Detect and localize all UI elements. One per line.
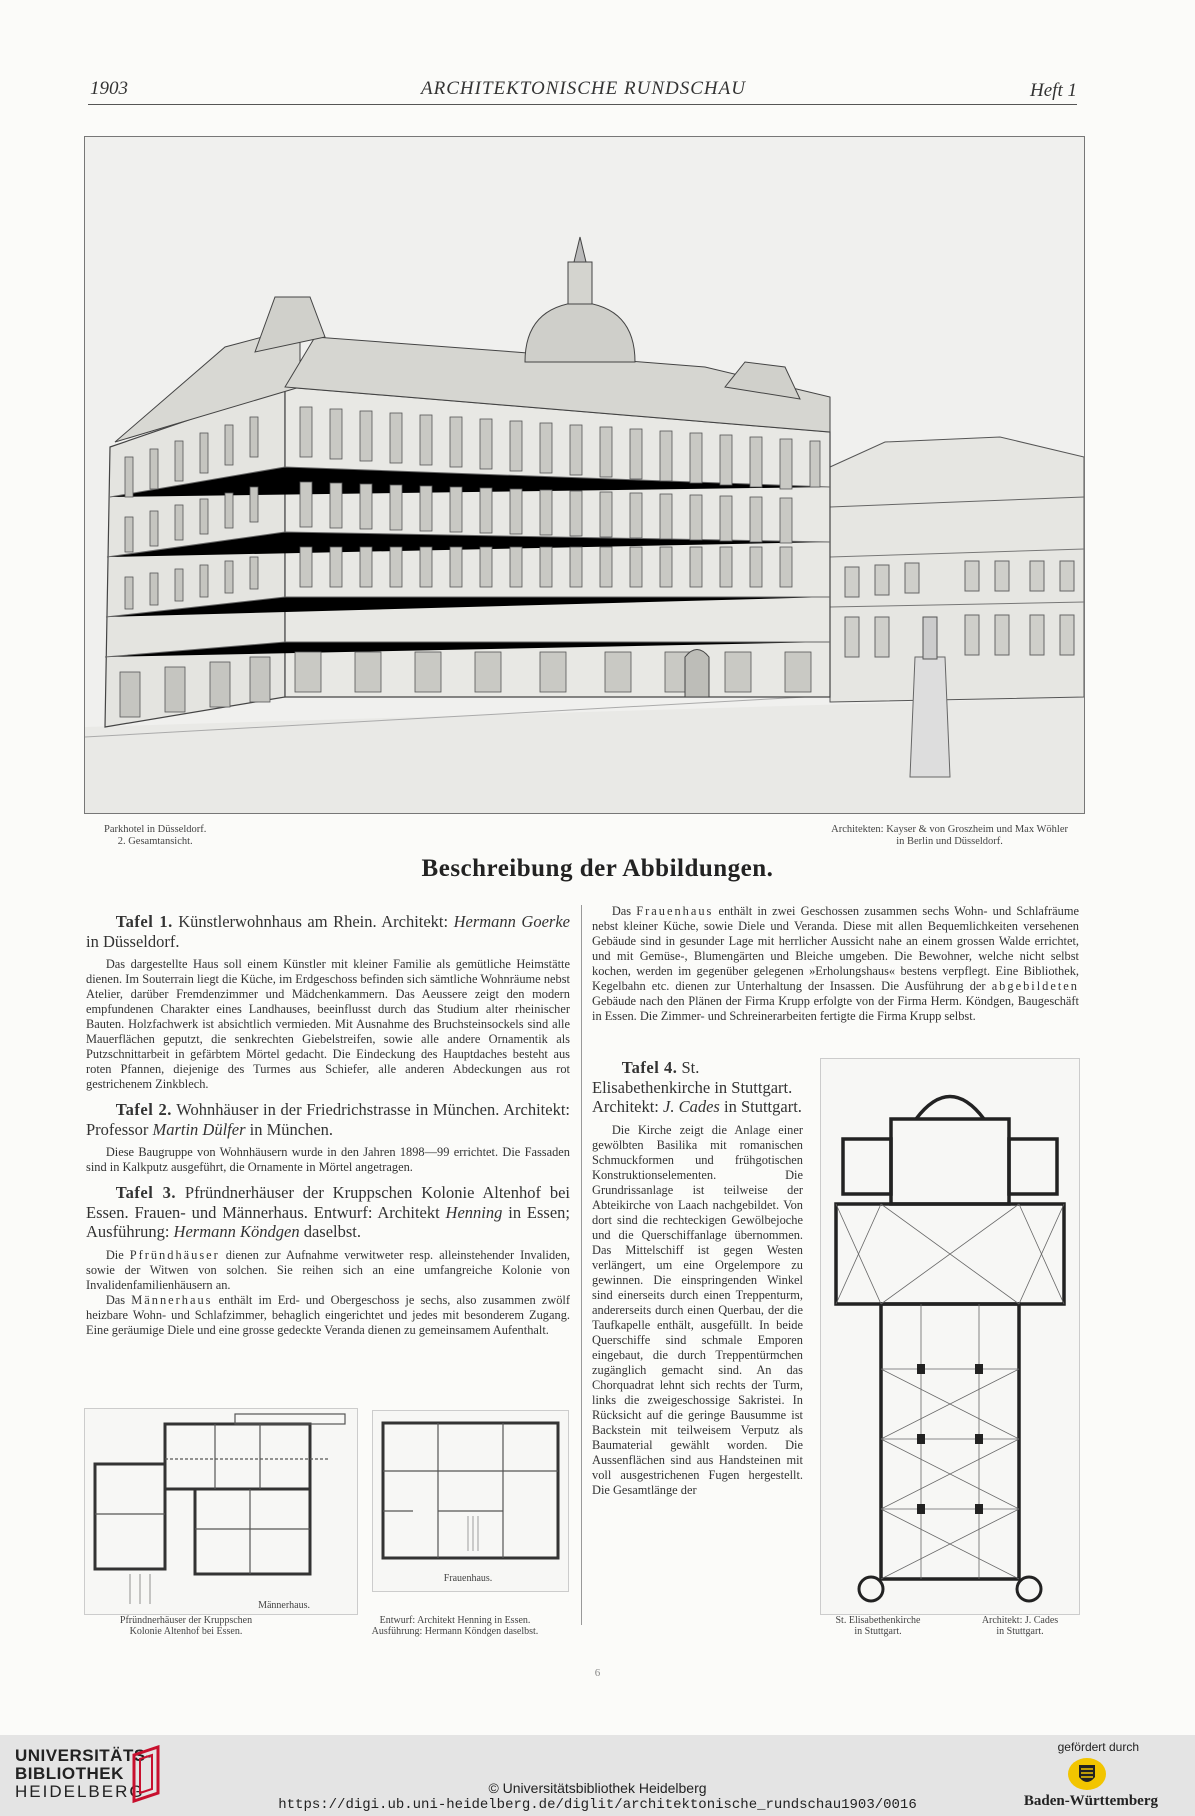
- maennerhaus-label: Männerhaus.: [258, 1600, 310, 1611]
- hero-caption-left-line1: Parkhotel in Düsseldorf.: [104, 824, 207, 835]
- header-issue: Heft 1: [1030, 80, 1077, 101]
- digitization-footer: [0, 1735, 1195, 1816]
- tafel3-label: Tafel 3.: [115, 1183, 177, 1202]
- hero-caption-left: [104, 824, 206, 848]
- tafel2-label: Tafel 2.: [115, 1100, 172, 1119]
- baden-wuerttemberg-crest-icon: [1067, 1757, 1107, 1796]
- tafel2-text: Diese Baugruppe von Wohnhäusern wurde in den Jahren 1898—99 errichtet. Die Fassaden sind in Kalkputz ausgeführt, die Ornamente in Mörtel angetragen.: [86, 1145, 570, 1174]
- logo-line-3: HEIDELBERG: [15, 1782, 145, 1801]
- tafel3-p2-spaced: Männerhaus: [131, 1292, 213, 1307]
- tafel1-heading: [86, 912, 570, 951]
- funded-by-label: gefördert durch: [1057, 1740, 1139, 1754]
- church-caption-right-line1: Architekt: J. Cades: [981, 1615, 1059, 1626]
- header-year: 1903: [90, 78, 128, 99]
- church-caption-left: [818, 1615, 938, 1637]
- kolonie-caption-line1: Pfründnerhäuser der Kruppschen: [119, 1615, 253, 1626]
- tafel3-paragraph-2: [86, 1293, 570, 1338]
- parkhotel-illustration: [84, 136, 1085, 814]
- permalink[interactable]: https://digi.ub.uni-heidelberg.de/diglit/architektonische_rundschau1903/0016: [278, 1797, 917, 1813]
- tafel3-p2-pre: Das: [105, 1292, 132, 1307]
- logo-line-2: BIBLIOTHEK: [15, 1764, 124, 1783]
- tafel3-heading: [86, 1183, 570, 1242]
- header-rule: [88, 104, 1077, 105]
- hero-caption-right-line2: in Berlin und Düsseldorf.: [896, 836, 1003, 847]
- right-column-narrow: [592, 1050, 803, 1498]
- tafel3-heading-c: daselbst.: [299, 1222, 361, 1241]
- right-column-top: [592, 904, 1079, 1024]
- frauenhaus-floorplan: [372, 1410, 569, 1592]
- church-caption-left-line1: St. Elisabethenkirche: [835, 1615, 921, 1626]
- tafel3-p1-spaced: Pfründhäuser: [129, 1247, 220, 1262]
- tafel2-heading: [86, 1100, 570, 1139]
- tafel3-builder: Hermann Köndgen: [173, 1222, 300, 1241]
- kolonie-caption-line2: Kolonie Altenhof bei Essen.: [129, 1626, 243, 1637]
- entwurf-caption: [345, 1615, 565, 1637]
- tafel3-p3-rest2: Gebäude nach den Plänen der Firma Krupp erfolgte von der Firma Herm. Köndgen, Baugeschäft in Essen. Die Zimmer- und Schreinerarbeiten fertigte die Firma Krupp selbst.: [592, 994, 1079, 1023]
- tafel2-architect: Martin Dülfer: [152, 1119, 246, 1139]
- tafel1-label: Tafel 1.: [115, 912, 173, 931]
- tafel3-p2-rest: enthält im Erd- und Obergeschoss je sechs, also zusammen zwölf heizbare Wohn- und Schlafzimmer, behaglich eingerichtet und jedes mit besonderem Zugang. Eine geräumige Diele und eine grosse gedeckte Veranda dienen zu gemeinsamem Aufenthalt.: [86, 1292, 570, 1337]
- copyright-notice: © Universitätsbibliothek Heidelberg: [488, 1780, 707, 1796]
- tafel1-heading-a: Künstlerwohnhaus am Rhein. Architekt:: [178, 912, 454, 931]
- header-journal-title: ARCHITEKTONISCHE RUNDSCHAU: [421, 78, 746, 99]
- tafel3-paragraph-3: [592, 904, 1079, 1024]
- logo-line-1: UNIVERSITÄTS-: [15, 1746, 152, 1765]
- entwurf-caption-line2: Ausführung: Hermann Köndgen daselbst.: [371, 1626, 539, 1637]
- tafel2-heading-b: in München.: [245, 1119, 334, 1139]
- church-caption-left-line2: in Stuttgart.: [854, 1626, 902, 1637]
- tafel1-text: Das dargestellte Haus soll einem Künstler mit kleiner Familie als gemütliche Heimstätte dienen. Im Souterrain liegt die Küche, im Erdgeschoss befinden sich sämtliche Wohnräume nebst Atelier, darüber Fremdenzimmer und Mädchenkammern. Das Aeussere zeigt den modern empfundenen Charakter eines Landhauses, beeinflusst durch das Studium alter rheinischer Bauten. Holzfachwerk ist absichtlich vermieden. Mit Ausnahme des Bruchsteinsockels sind alle Mauerflächen geputzt, die senkrechten Giebelstreifen, sowie alle andere Ornamentik als Putzschnittarbeit in gefärbtem Mörtel gedacht. Die Eindeckung des Hauptdaches besteht aus roten Pfannen, diejenige des Turmes aus Schiefer, alle anderen Abdeckungen aus rot gestrichenem Zinkblech.: [86, 957, 570, 1091]
- tafel3-p1-pre: Die: [105, 1247, 130, 1262]
- tafel4-text: Die Kirche zeigt die Anlage einer gewölbten Basilika mit romanischen Schmuckformen und frühgotischen Konstruktionselementen. Die Grundrissanlage ist teilweise der Abteikirche von Laach nachgebildet. Von dort sind die rechteckigen Gewölbejoche und die Querschiffanlage übernommen. Das Mittelschiff ist gegen Westen verlängert, um eine Orgelempore zu gewinnen. Die einspringenden Winkel sind einerseits durch einen Treppenturm, andererseits durch einen Querbau, der die Taufkapelle enthält, ausgefüllt. In beide Querschiffe sind schmale Emporen eingebaut, die durch Treppentürmchen zugänglich gemacht sind. An das Chorquadrat lehnt sich rechts der Turm, links die zweigeschossige Sakristei. In Rücksicht auf die geringe Bausumme ist Backstein mit teilweisem Verputz als Baumaterial gewählt worden. Die Aussenflächen sind aus Handsteinen mit voll ausgestrichenen Fugen hergestellt. Die Gesamtlänge der: [592, 1122, 803, 1497]
- tafel4-architect: J. Cades: [663, 1097, 720, 1116]
- tafel3-p3-rest: enthält in zwei Geschossen zusammen sechs Wohn- und Schlafräume nebst kleiner Küche, sowie Diele und Veranda. Diese mit allen Bequemlichkeiten versehenen Gebäude sind in gesunder Lage mit herrlicher Aussicht nahe an einem grossen Walde errichtet, und mit Gemüse-, Blumengärten und Bleiche umgeben. Die Bewohner, welche nicht selbst kochen, werden im gegenüber gelegenen »Erholungshaus« bestens verpflegt. Eine Bibliothek, Kegelbahn etc. dienen zur Unterhaltung der Insassen. Die Ausführung der: [592, 904, 1079, 993]
- tafel1-architect: Hermann Goerke: [453, 912, 570, 931]
- section-title: Beschreibung der Abbildungen.: [421, 855, 774, 882]
- left-column: [86, 904, 570, 1338]
- tafel3-heading-a: Pfründnerhäuser der Kruppschen Kolonie Altenhof bei Essen. Frauen- und Männerhaus. Entwurf: Architekt: [86, 1183, 570, 1222]
- tafel3-p3-spaced2: abgebildeten: [991, 979, 1079, 993]
- column-divider: [581, 905, 582, 1625]
- hero-caption-right: [831, 824, 1068, 848]
- tafel3-paragraph-1: [86, 1248, 570, 1293]
- tafel3-p3-spaced: Frauenhaus: [636, 904, 714, 918]
- running-head: [90, 78, 1077, 104]
- tafel4-label: Tafel 4.: [621, 1058, 678, 1077]
- tafel4-heading-b: in Stuttgart.: [719, 1097, 802, 1116]
- church-caption-right: [960, 1615, 1080, 1637]
- church-caption-right-line2: in Stuttgart.: [996, 1626, 1044, 1637]
- kolonie-caption: [86, 1615, 286, 1637]
- tafel1-heading-b: in Düsseldorf.: [86, 931, 180, 951]
- tafel4-heading: [592, 1058, 803, 1117]
- frauenhaus-label: Frauenhaus.: [443, 1573, 493, 1584]
- tafel3-p1-rest: dienen zur Aufnahme verwitweter resp. alleinstehender Invaliden, sowie der Witwen von solchen. Sie reihen sich an eine umfangreiche Kolonie von Invalidenfamilienhäusern an.: [86, 1247, 570, 1292]
- hero-caption-right-line1: Architekten: Kayser & von Groszheim und Max Wöhler: [831, 824, 1068, 835]
- tafel3-p3-pre: Das: [611, 904, 637, 918]
- page-number: 6: [594, 1667, 601, 1679]
- entwurf-caption-line1: Entwurf: Architekt Henning in Essen.: [379, 1615, 531, 1626]
- tafel3-heading-b: in Essen; Ausführung:: [86, 1202, 570, 1241]
- elisabethenkirche-floorplan: [820, 1058, 1080, 1615]
- tafel4-heading-a: St. Elisabethenkirche in Stuttgart. Architekt:: [592, 1058, 793, 1116]
- hero-caption-left-line2: 2. Gesamtansicht.: [117, 836, 193, 847]
- tafel3-architect: Henning: [445, 1202, 503, 1222]
- maennerhaus-floorplan: [84, 1408, 358, 1615]
- tafel2-heading-a: Wohnhäuser in der Friedrichstrasse in München. Architekt: Professor: [86, 1100, 570, 1139]
- funder-name[interactable]: Baden-Württemberg: [1023, 1793, 1158, 1809]
